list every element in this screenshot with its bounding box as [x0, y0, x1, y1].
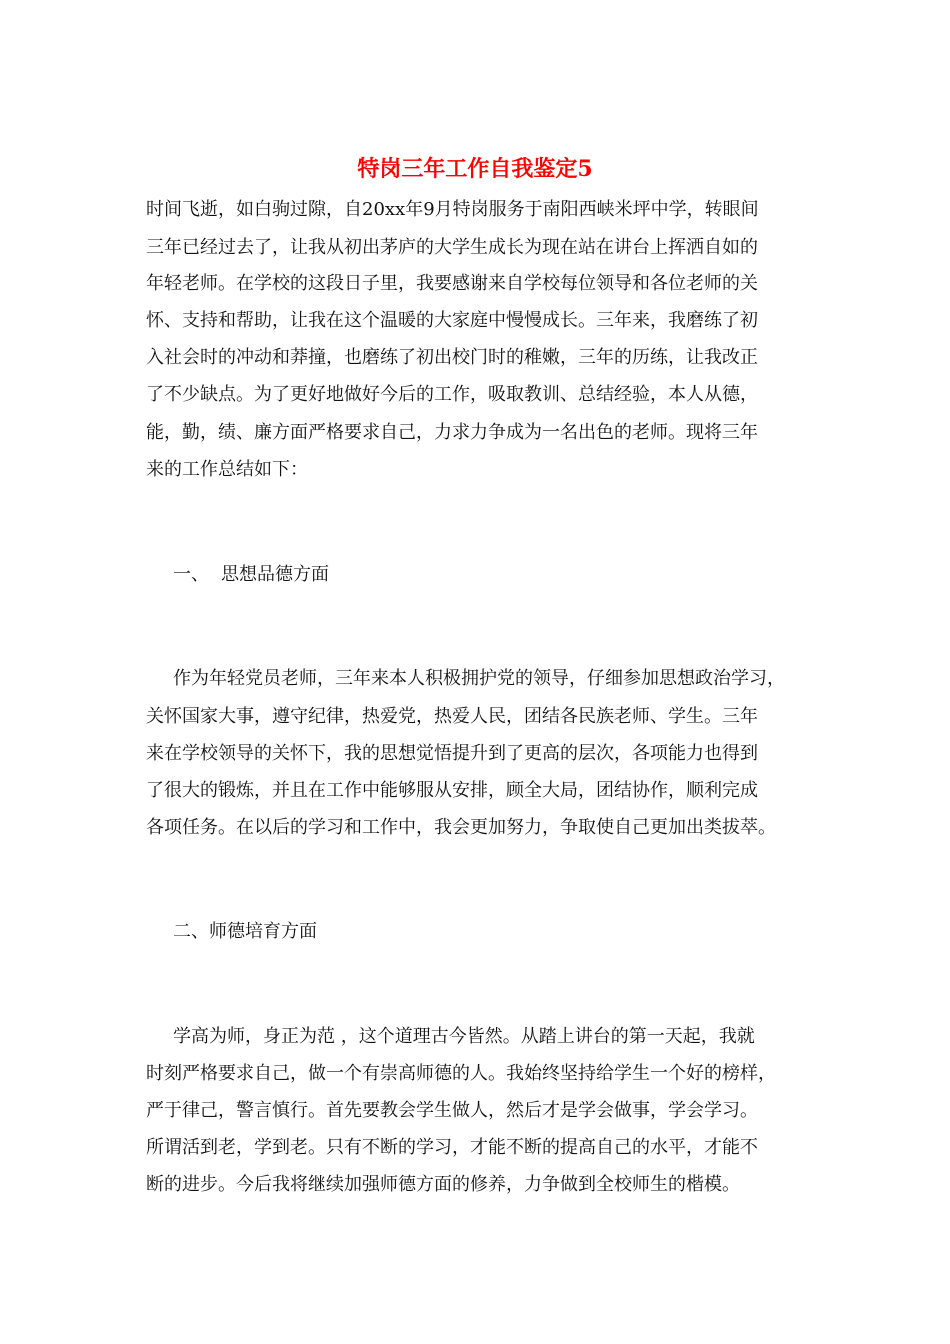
intro-line: 能，勤，绩、廉方面严格要求自己，力求力争成为一名出色的老师。现将三年: [146, 422, 758, 443]
intro-line: 三年已经过去了，让我从初出茅庐的大学生成长为现在站在讲台上挥洒自如的: [146, 237, 758, 258]
section1-line: 作为年轻党员老师，三年来本人积极拥护党的领导，仔细参加思想政治学习，: [173, 668, 785, 689]
intro-line: 怀、支持和帮助，让我在这个温暖的大家庭中慢慢成长。三年来，我磨练了初: [146, 310, 758, 331]
section2-heading: 二、师德培育方面: [173, 921, 317, 942]
section1-number: 一、: [173, 564, 209, 585]
section2-line: 学高为师，身正为范 ，这个道理古今皆然。从踏上讲台的第一天起，我就: [173, 1026, 755, 1047]
section1-line: 关怀国家大事，遵守纪律，热爱党，热爱人民，团结各民族老师、学生。三年: [146, 706, 758, 727]
section2-line: 时刻严格要求自己，做一个有崇高师德的人。我始终坚持给学生一个好的榜样，: [146, 1063, 776, 1084]
section2-line: 断的进步。今后我将继续加强师德方面的修养，力争做到全校师生的楷模。: [146, 1174, 740, 1195]
document-title: 特岗三年工作自我鉴定5: [357, 156, 593, 182]
intro-line: 了不少缺点。为了更好地做好今后的工作，吸取教训、总结经验，本人从德，: [146, 384, 758, 405]
intro-line: 时间飞逝，如白驹过隙，自20xx年9月特岗服务于南阳西峡米坪中学，转眼间: [146, 199, 759, 220]
section1-line: 各项任务。在以后的学习和工作中，我会更加努力，争取使自己更加出类拔萃。: [146, 817, 776, 838]
section2-line: 严于律己，警言慎行。首先要教会学生做人，然后才是学会做事，学会学习。: [146, 1100, 758, 1121]
section1-line: 来在学校领导的关怀下，我的思想觉悟提升到了更高的层次，各项能力也得到: [146, 743, 758, 764]
intro-line: 来的工作总结如下：: [146, 459, 308, 480]
intro-line: 入社会时的冲动和莽撞，也磨练了初出校门时的稚嫩，三年的历练，让我改正: [146, 347, 758, 368]
section1-line: 了很大的锻炼，并且在工作中能够服从安排，顾全大局，团结协作，顺利完成: [146, 780, 758, 801]
section2-line: 所谓活到老，学到老。只有不断的学习，才能不断的提高自己的水平，才能不: [146, 1137, 758, 1158]
section1-heading: 思想品德方面: [221, 564, 329, 585]
intro-line: 年轻老师。在学校的这段日子里，我要感谢来自学校每位领导和各位老师的关: [146, 273, 758, 294]
